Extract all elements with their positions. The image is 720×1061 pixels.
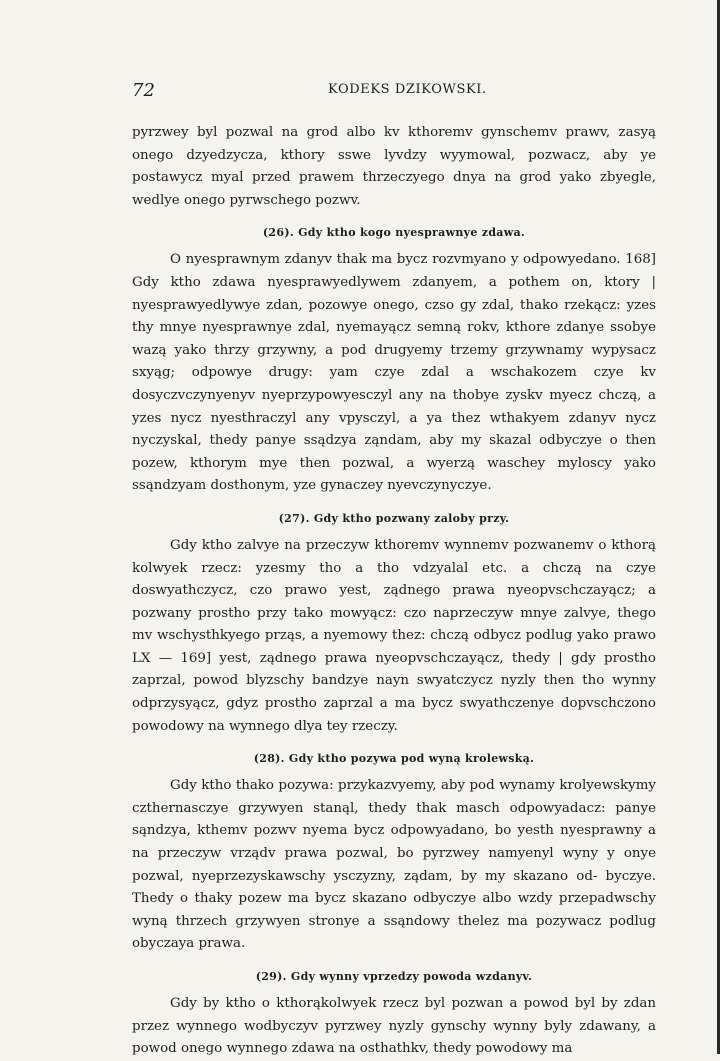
section-heading-26: (26). Gdy ktho kogo nyesprawnye zdawa. [262,226,526,240]
section-heading-29: (29). Gdy wynny vprzedzy powoda wzdanyv. [255,970,533,983]
section-heading-27: (27). Gdy ktho pozwany zaloby przy. [278,511,510,525]
section-heading-28: (28). Gdy ktho pozywa pod wyną krolewską. [253,752,535,766]
section-body-27: Gdy ktho zalvye na przeczyw kthoremv wynnemv pozwanemv o kthorą kolwyek rzecz: yzesmy tho a tho vdzyalal etc. a chczą na czye doswyathczycz, czo prawo yest, ządnego prawa nyeopvschczayącz; a pozwany prostho przy tako mowyącz: czo naprzeczyw mnye zalvye, thego mv wschysthkyego prząs, a nyemowy thez: chczą odbycz podlug yako prawo LX — 169] yest, ządnego prawa nyeopvschczayącz, thedy | gdy prostho zaprzal, powod blyzschy bandzye nayn swyatczycz nyzly then tho wynny odprzysyącz, gdyz prostho zaprzal a ma bycz swyathczenye dopvschczono powodowy na wynnego dlya tey rzeczy. [132,537,656,734]
section-body-28: Gdy ktho thako pozywa: przykazvyemy, aby pod wynamy krolyewskymy czthernasczye grzywyen stanąl, thedy thak masch odpowyadacz: panye sąndzya, kthemv pozwv nyema bycz odpowyadano, bo yesth nyesprawny a na przeczyw vrządv prawa pozwal, bo pyrzwey namyenyl wyny y onye pozwal, nyeprzezyskawschy ysczyzny, ządam, by my skazano od- byczye. Thedy o thaky pozew ma bycz skazano odbyczye albo wzdy przepadwschy wyną thrzech grzywyen stronye a ssąndowy thelez ma pozywacz podlug obyczaya prawa. [132,778,656,952]
running-title: KODEKS DZIKOWSKI. [328,82,487,97]
page-body [132,122,656,1061]
running-header [132,80,656,104]
section-body-26: O nyesprawnym zdanyv thak ma bycz rozvmyano y odpowyedano. 168] Gdy ktho zdawa nyesprawyedlywem zdanyem, a pothem on, ktory | nyesprawyedlywye zdan, pozowye onego, czso gy zdal, thako rzekącz: yzes thy mnye nyesprawnye zdal, nyemayącz semną rokv, kthore zdanye ssobye wazą yako thrzy grzywny, a pod drugyemy trzemy grzywnamy wypysacz sxyąg; odpowye drugy: yam czye zdal a wschakozem czye kv dosyczvczynyenyv nyeprzypowyesczyl any na thobye zyskv myecz chczą, a yzes nycz nyesthraczyl any vpysczyl, a ya thez wthakyem zdanyv nycz nyczyskal, thedy panye ssądzya ząndam, aby my skazal odbyczye o then pozew, kthorym mye then pozwal, a wyerzą waschey myloscy yako ssąndzyam dosthonym, yze gynaczey nyevczynyczye. [132,252,656,494]
continuation-paragraph: pyrzwey byl pozwal na grod albo kv kthoremv gynschemv prawv, zasyą onego dzyedzycza, kthory sswe lyvdzy wyymowal, pozwacz, aby ye postawycz myal przed prawem thrzeczyego dnya na grod yako zbyegle, wedlye onego pyrwschego pozwv. [132,125,656,208]
section-body-29: Gdy by ktho o kthorąkolwyek rzecz byl pozwan a powod byl by zdan przez wynnego wodbyczyv pyrzwey nyzly gynschy wynny byly zdawany, a powod onego wynnego zdawa na osthathkv, thedy powodowy ma [132,996,656,1057]
page-number: 72 [132,80,155,101]
